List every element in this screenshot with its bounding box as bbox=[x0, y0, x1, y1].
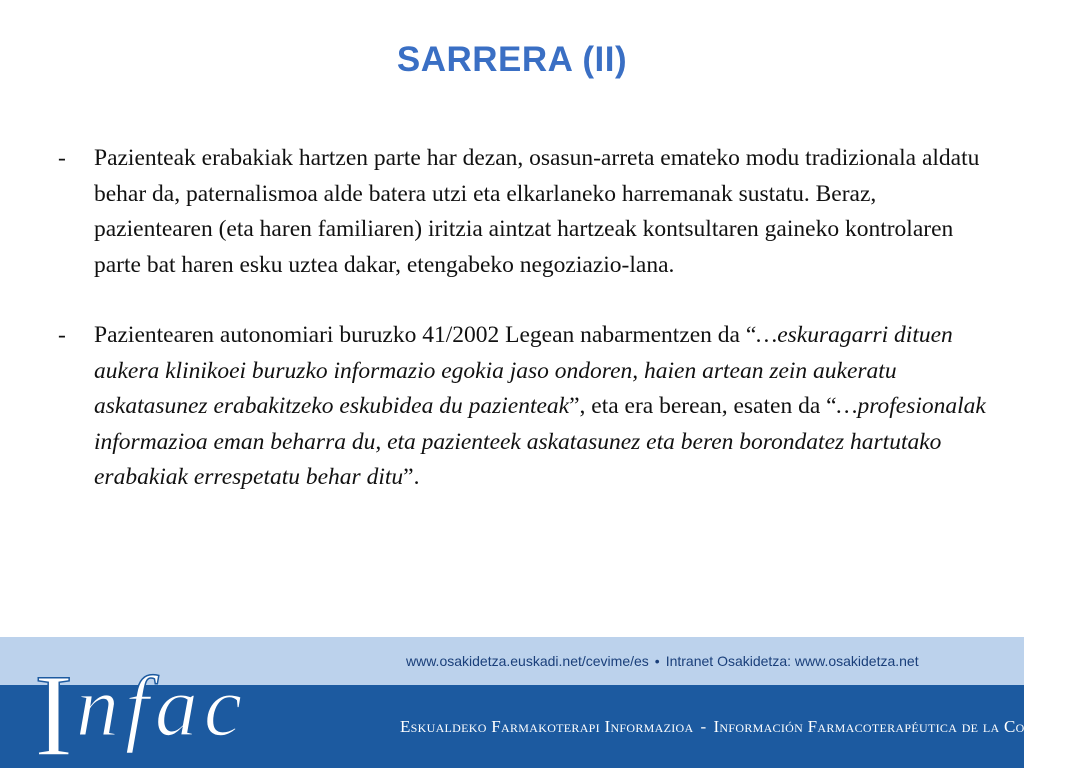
footer-link-intranet[interactable]: Intranet Osakidetza: www.osakidetza.net bbox=[665, 653, 919, 669]
page-title: SARRERA (II) bbox=[396, 40, 628, 79]
quote-close: ”, eta era berean, esaten da “ bbox=[569, 393, 837, 419]
svg-text:nfac: nfac bbox=[76, 658, 249, 754]
infac-logo bbox=[34, 637, 334, 768]
quote-close: ”. bbox=[403, 464, 420, 490]
separator-dot: • bbox=[654, 653, 660, 669]
footer-banner bbox=[0, 637, 1070, 768]
svg-text:I: I bbox=[34, 650, 74, 768]
bullet-item bbox=[58, 318, 988, 496]
bullet-marker: - bbox=[58, 322, 66, 348]
footer-links bbox=[406, 653, 919, 669]
caption-separator: - bbox=[700, 717, 707, 736]
bullet-text: Pazienteak erabakiak hartzen parte har dezan, osasun-arreta emateko modu tradizionala aldatu behar da, paternalismoa alde batera utzi eta elkarlaneko harremanak sustatu. Beraz, pazientearen (eta haren familiaren) iritzia aintzat hartzeak kontsultaren gaineko kontrolaren parte bat haren esku uztea dakar, etengabeko negoziazio-lana. bbox=[94, 145, 980, 278]
bullet-intro: Pazientearen autonomiari buruzko 41/2002 Legean nabarmentzen da bbox=[94, 322, 740, 348]
bullet-text bbox=[94, 318, 988, 496]
footer-link-cevime[interactable]: www.osakidetza.euskadi.net/cevime/es bbox=[406, 653, 649, 669]
slide-body bbox=[58, 141, 988, 496]
quote-italic: …eskuragarri dituen aukera klinikoei buruzko informazio egokia jaso ondoren, haien artean zein aukeratu askatasunez erabakitzeko eskubidea du pazienteak bbox=[94, 322, 953, 419]
bullet-marker: - bbox=[58, 145, 66, 171]
quote-italic: …profesionalak informazioa eman beharra du, eta pazienteek askatasunez eta beren borondatez hartutako erabakiak errespetatu behar ditu bbox=[94, 393, 986, 490]
caption-basque: Eskualdeko Farmakoterapi Informazioa bbox=[400, 717, 694, 736]
quote-open: “ bbox=[745, 322, 757, 348]
bullet-item bbox=[58, 141, 988, 283]
caption-spanish: Información Farmacoterapéutica de la Comarca bbox=[713, 717, 1070, 736]
footer-caption bbox=[400, 717, 1070, 737]
